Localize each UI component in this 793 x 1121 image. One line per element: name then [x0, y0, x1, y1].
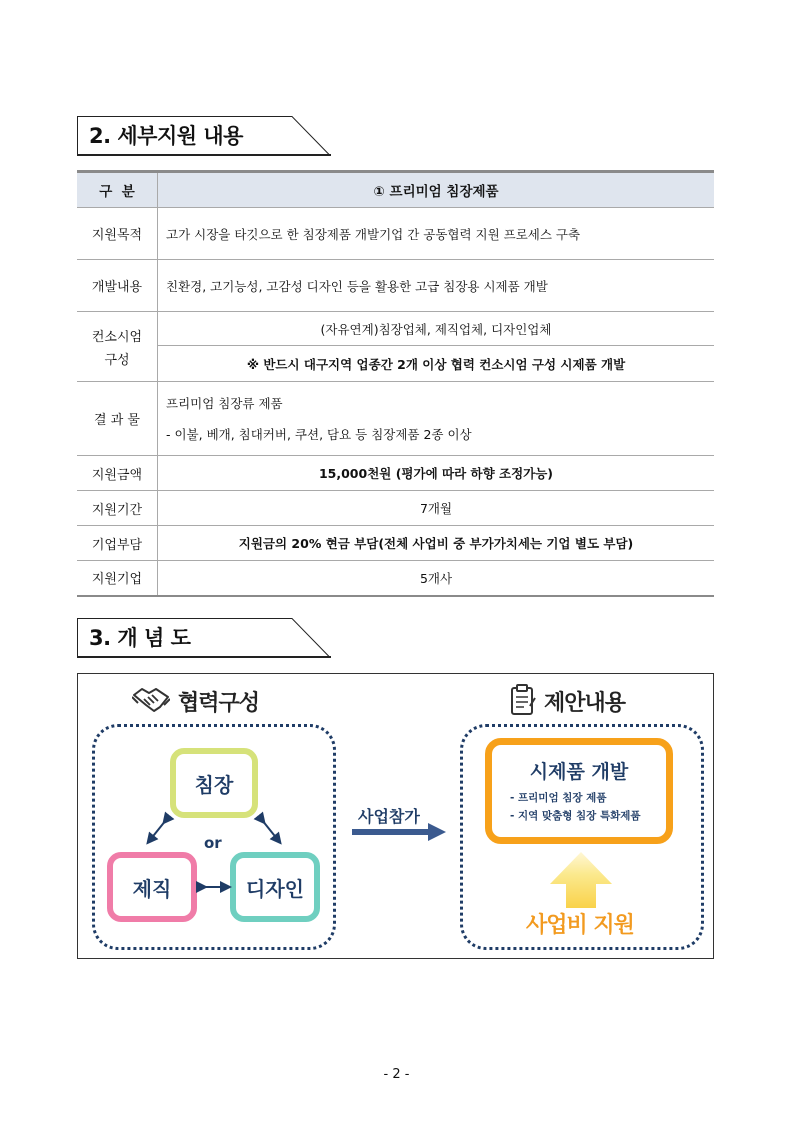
table-row: [77, 561, 714, 596]
row-value: 15,000천원 (평가에 따라 하향 조정가능): [158, 456, 715, 491]
row-value: (자유연계)침장업체, 제직업체, 디자인업체: [158, 312, 715, 346]
table-row: [77, 312, 714, 346]
participation-arrow: [350, 822, 450, 842]
node-design: 디자인: [230, 852, 320, 922]
label-line: 컨소시엄: [91, 329, 143, 345]
left-header: 협력구성: [178, 691, 260, 716]
right-header: 제안내용: [544, 691, 626, 716]
row-value: 7개월: [158, 491, 715, 526]
connector-arrows: [78, 674, 378, 960]
node-weaving: 제직: [107, 852, 197, 922]
clipboard-icon: [510, 684, 536, 716]
support-label: 사업비 지원: [526, 913, 634, 938]
section-title: 2. 세부지원 내용: [89, 124, 243, 148]
header-value: ① 프리미엄 침장제품: [158, 172, 715, 208]
row-value: 5개사: [158, 561, 715, 596]
node-bedding: 침장: [170, 748, 258, 818]
or-text: or: [204, 834, 222, 852]
row-label: 지원목적: [77, 208, 158, 260]
row-value: [158, 382, 715, 456]
arrow-label: 사업참가: [358, 807, 420, 826]
row-label: 지원금액: [77, 456, 158, 491]
row-value: 지원금의 20% 현금 부담(전체 사업비 중 부가가치세는 기업 별도 부담): [158, 526, 715, 561]
support-details-table: [77, 170, 714, 597]
proposal-item: - 프리미엄 침장 제품: [510, 792, 607, 804]
row-label: 결 과 물: [77, 382, 158, 456]
result-line: 프리미엄 침장류 제품: [166, 396, 283, 411]
section-title: 3. 개 념 도: [89, 626, 191, 650]
proposal-item: - 지역 맞춤형 침장 특화제품: [510, 810, 641, 822]
row-label: 개발내용: [77, 260, 158, 312]
support-arrow: [546, 850, 616, 910]
table-row: [77, 260, 714, 312]
section-heading-2: [77, 116, 331, 156]
row-label: [77, 312, 158, 382]
section-heading-3: [77, 618, 331, 658]
label-line: 구성: [104, 352, 130, 368]
row-value-note: ※ 반드시 대구지역 업종간 2개 이상 협력 컨소시엄 구성 시제품 개발: [158, 346, 715, 382]
table-row: [77, 491, 714, 526]
table-row: [77, 456, 714, 491]
row-label: 지원기간: [77, 491, 158, 526]
concept-diagram: [77, 673, 714, 959]
result-line: - 이불, 베개, 침대커버, 쿠션, 담요 등 침장제품 2종 이상: [166, 427, 472, 442]
row-label: 기업부담: [77, 526, 158, 561]
table-header-row: [77, 172, 714, 208]
row-label: 지원기업: [77, 561, 158, 596]
table-row: [77, 526, 714, 561]
row-value: 친환경, 고기능성, 고감성 디자인 등을 활용한 고급 침장용 시제품 개발: [158, 260, 715, 312]
page-number: - 2 -: [383, 1067, 410, 1082]
header-label: 구 분: [77, 172, 158, 208]
row-value: 고가 시장을 타깃으로 한 침장제품 개발기업 간 공동협력 지원 프로세스 구축: [158, 208, 715, 260]
table-row: [77, 382, 714, 456]
table-row: [77, 346, 714, 382]
proposal-title: 시제품 개발: [529, 761, 629, 783]
table-row: [77, 208, 714, 260]
proposal-box: [485, 738, 673, 844]
